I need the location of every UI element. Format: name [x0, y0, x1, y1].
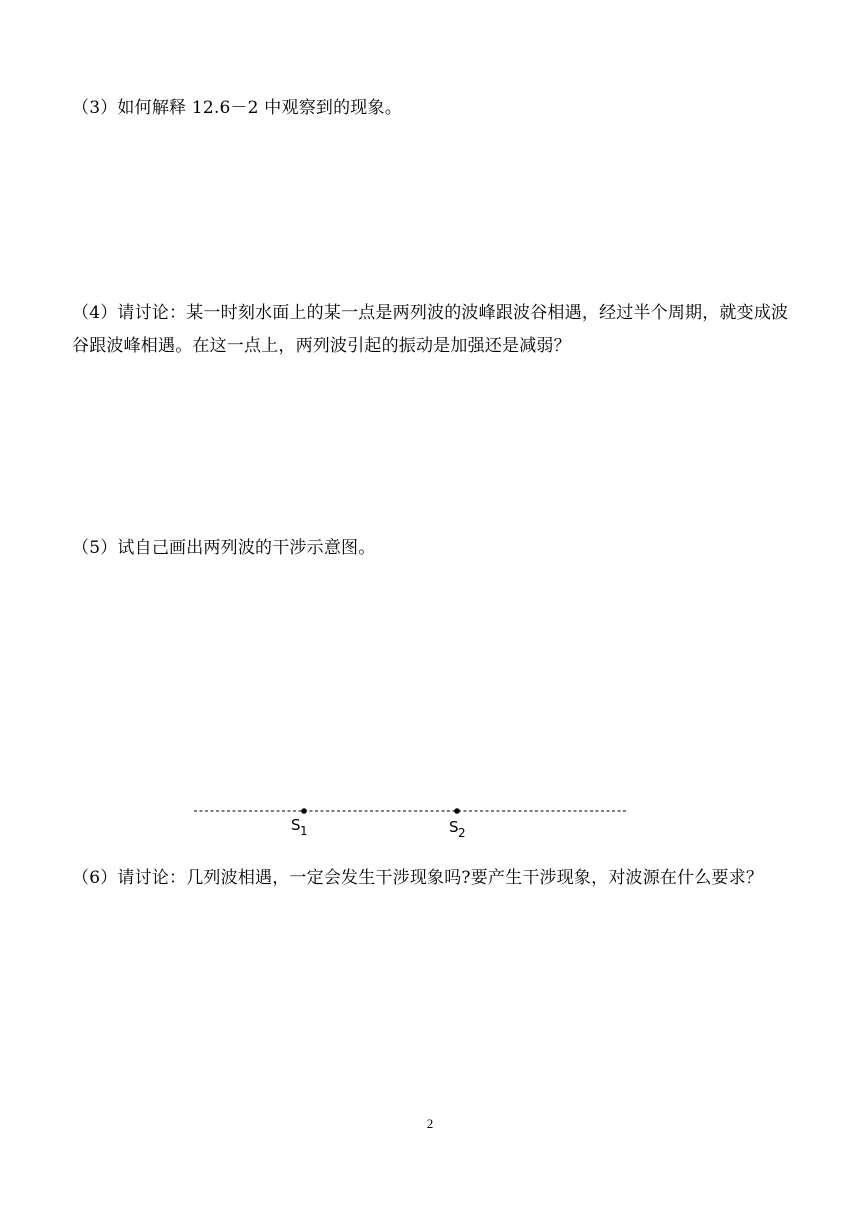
source-s1-subscript: 1 — [300, 824, 308, 838]
question-5: （5）试自己画出两列波的干涉示意图。 — [72, 538, 376, 558]
wave-sources-diagram — [190, 800, 630, 845]
source-s2-dot — [454, 808, 460, 814]
source-s2-letter: S — [449, 818, 459, 836]
source-s1-dot — [301, 808, 307, 814]
question-6: （6）请讨论：几列波相遇，一定会发生干涉现象吗?要产生干涉现象，对波源在什么要求？ — [72, 868, 764, 888]
wave-sources-svg — [190, 800, 630, 845]
question-4: （4）请讨论：某一时刻水面上的某一点是两列波的波峰跟波谷相遇，经过半个周期，就变成波谷跟波峰相遇。在这一点上，两列波引起的振动是加强还是减弱？ — [72, 303, 789, 356]
question-3: （3）如何解释 12.6－2 中观察到的现象。 — [72, 98, 402, 118]
source-s1-letter: S — [291, 816, 301, 834]
source-s2-subscript: 2 — [458, 826, 466, 840]
page-number: 2 — [426, 1116, 434, 1131]
